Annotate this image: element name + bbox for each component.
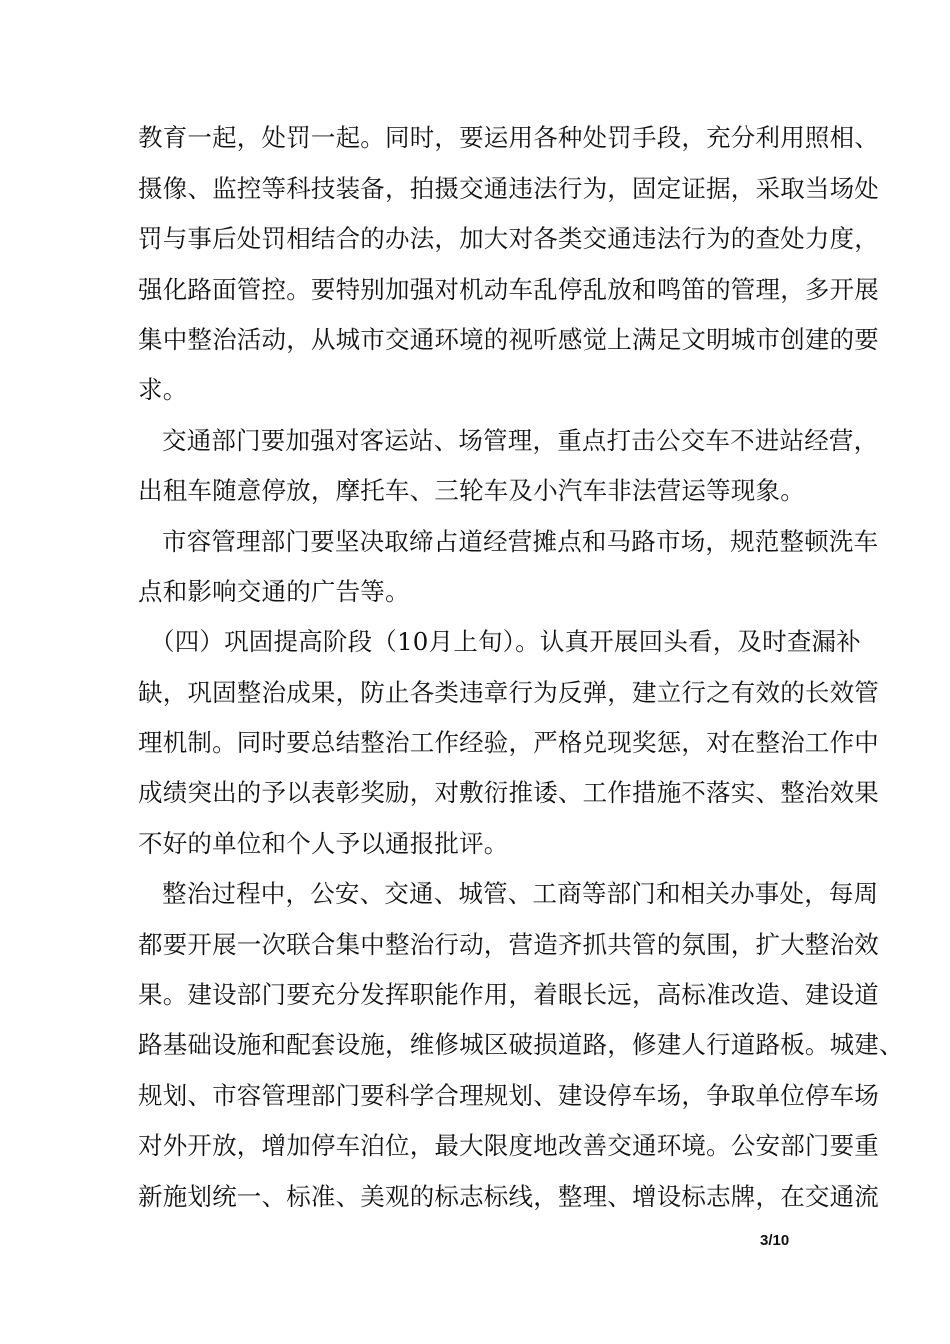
text-line: 罚与事后处罚相结合的办法，加大对各类交通违法行为的查处力度，: [138, 224, 879, 253]
text-line: 不好的单位和个人予以通报批评。: [138, 829, 509, 858]
text-line: 点和影响交通的广告等。: [138, 577, 410, 606]
text-line: 强化路面管控。要特别加强对机动车乱停乱放和鸣笛的管理，多开展: [138, 275, 879, 304]
text-line: 果。建设部门要充分发挥职能作用，着眼长远，高标准改造、建设道: [138, 980, 879, 1009]
text-line: 路基础设施和配套设施，维修城区破损道路，修建人行道路板。城建、: [138, 1030, 904, 1059]
text-line: 理机制。同时要总结整治工作经验，严格兑现奖惩，对在整治工作中: [138, 728, 879, 757]
text-line: 教育一起，处罚一起。同时，要运用各种处罚手段，充分利用照相、: [138, 123, 879, 152]
paragraph-first-line: 市容管理部门要坚决取缔占道经营摊点和马路市场，规范整顿洗车: [162, 527, 879, 556]
text-line: 集中整治活动，从城市交通环境的视听感觉上满足文明城市创建的要: [138, 325, 879, 354]
paragraph-first-line: 整治过程中，公安、交通、城管、工商等部门和相关办事处，每周: [162, 879, 879, 908]
paragraph-first-line: （四）巩固提高阶段（10月上旬）。认真开展回头看，及时查漏补: [150, 627, 861, 656]
text-line: 缺，巩固整治成果，防止各类违章行为反弹，建立行之有效的长效管: [138, 678, 879, 707]
text-line: 对外开放，增加停车泊位，最大限度地改善交通环境。公安部门要重: [138, 1131, 879, 1160]
text-line: 出租车随意停放，摩托车、三轮车及小汽车非法营运等现象。: [138, 476, 805, 505]
text-line: 规划、市容管理部门要科学合理规划、建设停车场，争取单位停车场: [138, 1081, 879, 1110]
text-line: 摄像、监控等科技装备，拍摄交通违法行为，固定证据，采取当场处: [138, 174, 879, 203]
text-line: 求。: [138, 375, 188, 404]
page-number: 3/10: [760, 1232, 790, 1249]
text-line: 都要开展一次联合集中整治行动，营造齐抓共管的氛围，扩大整治效: [138, 930, 879, 959]
text-line: 成绩突出的予以表彰奖励，对敷衍推诿、工作措施不落实、整治效果: [138, 778, 879, 807]
text-line: 新施划统一、标准、美观的标志标线，整理、增设标志牌，在交通流: [138, 1182, 879, 1211]
paragraph-first-line: 交通部门要加强对客运站、场管理，重点打击公交车不进站经营，: [162, 426, 879, 455]
